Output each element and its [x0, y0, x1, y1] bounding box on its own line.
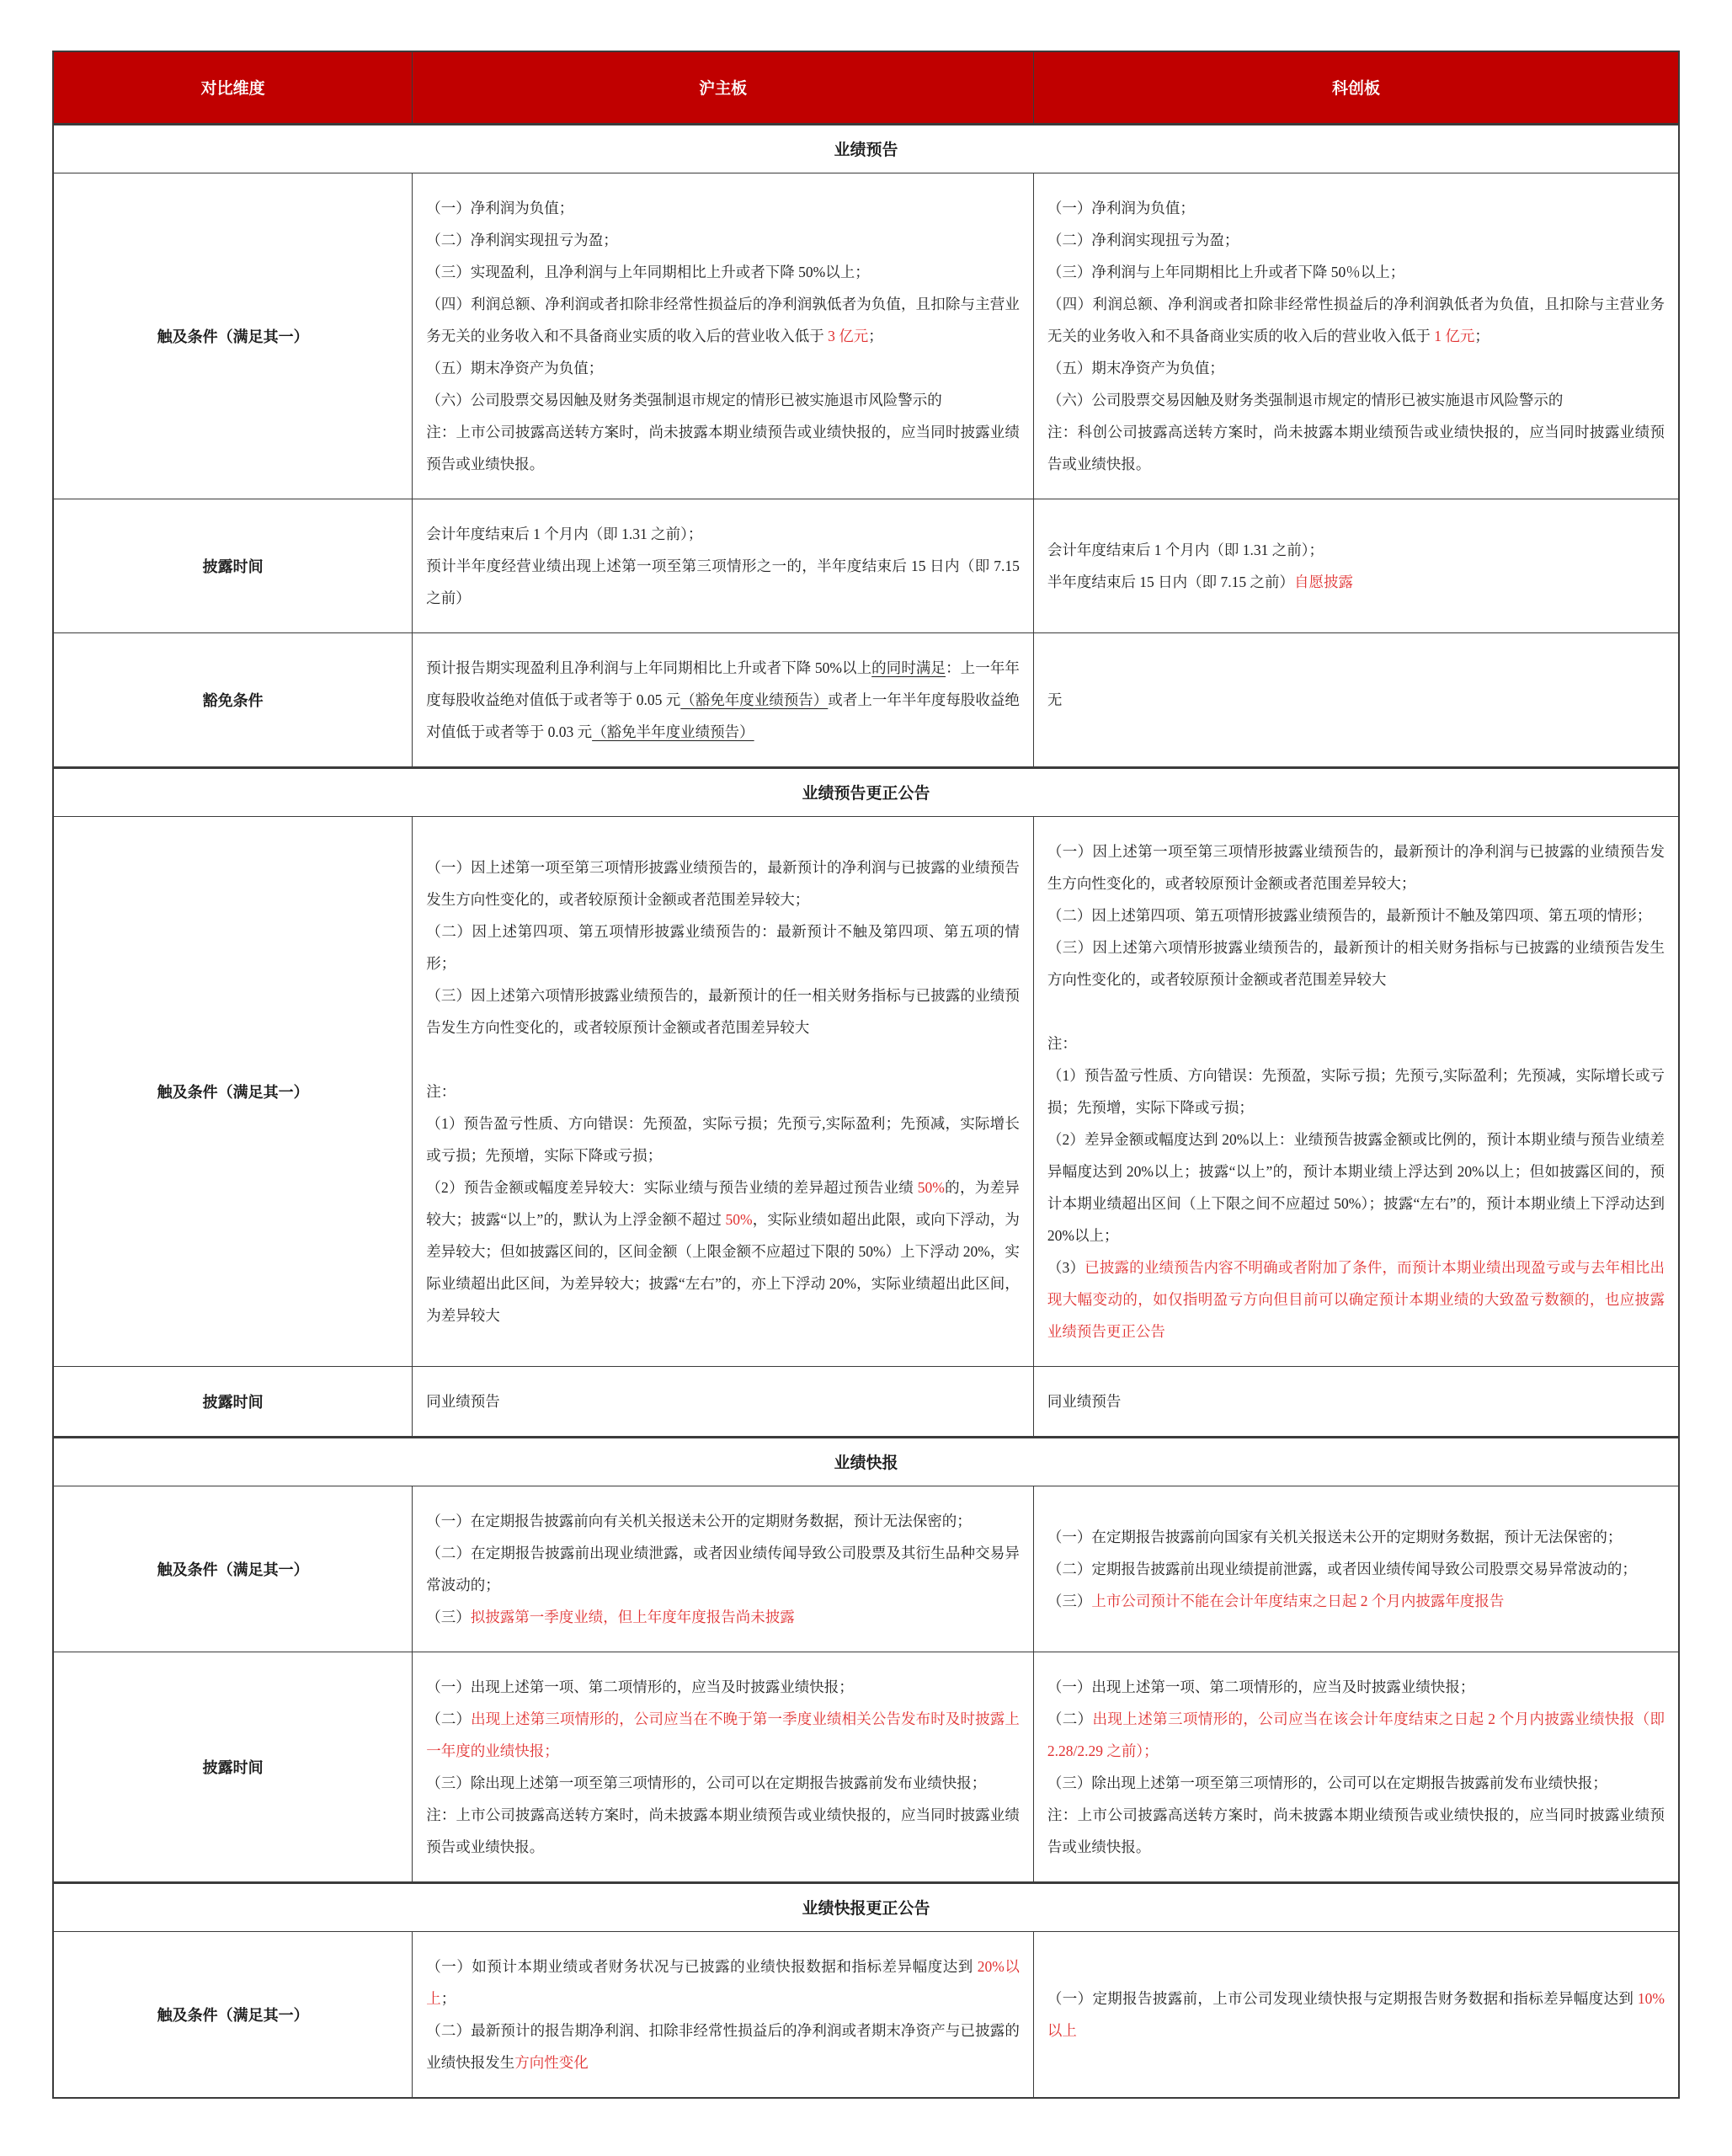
- header-cell-star-board: 科创板: [1033, 51, 1679, 124]
- text-segment: （六）公司股票交易因触及财务类强制退市规定的情形已被实施退市风险警示的: [426, 391, 942, 408]
- table-row: [53, 173, 1679, 499]
- paragraph: [1047, 256, 1665, 288]
- highlighted-text: 3 亿元: [828, 327, 869, 344]
- text-segment: （3）: [1047, 1258, 1085, 1276]
- paragraph: [1047, 384, 1665, 416]
- underlined-text: （豁免年度业绩预告）: [680, 691, 829, 708]
- section-header-row: [53, 124, 1679, 173]
- paragraph: [1047, 1251, 1665, 1348]
- text-segment: （一）因上述第一项至第三项情形披露业绩预告的，最新预计的净利润与已披露的业绩预告发生方向性变化的，或者较原预计金额或者范围差异较大；: [426, 858, 1020, 908]
- paragraph: [426, 1043, 1020, 1075]
- row-label: 豁免条件: [53, 632, 413, 767]
- paragraph: [426, 1799, 1020, 1863]
- row-label: 披露时间: [53, 1366, 413, 1437]
- text-segment: 注：上市公司披露高送转方案时，尚未披露本期业绩预告或业绩快报的，应当同时披露业绩预告或业绩快报。: [426, 423, 1020, 472]
- section-header-row: [53, 767, 1679, 816]
- paragraph: [426, 1671, 1020, 1703]
- highlighted-text: 20%以上: [426, 1957, 1020, 2007]
- text-segment: （2）差异金额或幅度达到 20%以上：业绩预告披露金额或比例的，预计本期业绩与预告业绩差异幅度达到 20%以上；披露“以上”的，预计本期业绩上浮达到 20%以上；但如披露区间的，预计本期业绩超出区间（上下限之间不应超过 50%）；披露“左右”的，预计本期业绩上下浮动达到 20%以上；: [1047, 1130, 1665, 1244]
- text-segment: （1）预告盈亏性质、方向错误：先预盈，实际亏损；先预亏,实际盈利；先预减，实际增长或亏损；先预增，实际下降或亏损；: [1047, 1066, 1665, 1116]
- star-board-cell: [1033, 173, 1679, 499]
- text-segment: （二）定期报告披露前出现业绩提前泄露，或者因业绩传闻导致公司股票交易异常波动的；: [1047, 1560, 1637, 1577]
- highlighted-text: 50%: [917, 1178, 945, 1196]
- text-segment: （二）净利润实现扭亏为盈；: [1047, 231, 1239, 248]
- main-board-cell: [413, 1486, 1034, 1652]
- paragraph: [426, 416, 1020, 480]
- main-board-cell: [413, 173, 1034, 499]
- text-segment: （一）在定期报告披露前向国家有关机关报送未公开的定期财务数据，预计无法保密的；: [1047, 1528, 1623, 1545]
- text-segment: ；: [868, 327, 883, 344]
- text-segment: 会计年度结束后 1 个月内（即 1.31 之前）；: [426, 525, 703, 542]
- text-segment: （二）: [426, 1710, 472, 1727]
- text-segment: 预计报告期实现盈利且净利润与上年同期相比上升或者下降 50%以上: [426, 659, 872, 676]
- text-segment: 注：科创公司披露高送转方案时，尚未披露本期业绩预告或业绩快报的，应当同时披露业绩预告或业绩快报。: [1047, 423, 1665, 472]
- text-segment: （五）期末净资产为负值；: [426, 359, 604, 376]
- star-board-cell: [1033, 632, 1679, 767]
- paragraph: [1047, 1703, 1665, 1767]
- star-board-cell: [1033, 499, 1679, 632]
- paragraph: [426, 851, 1020, 915]
- text-segment: 注：上市公司披露高送转方案时，尚未披露本期业绩预告或业绩快报的，应当同时披露业绩预告或业绩快报。: [426, 1806, 1020, 1855]
- row-label: 披露时间: [53, 1652, 413, 1882]
- highlighted-text: 拟披露第一季度业绩，但上年度年度报告尚未披露: [470, 1608, 795, 1625]
- text-segment: （三）除出现上述第一项至第三项情形的，公司可以在定期报告披露前发布业绩快报；: [426, 1774, 987, 1791]
- text-segment: （五）期末净资产为负值；: [1047, 359, 1224, 376]
- header-row: [53, 51, 1679, 124]
- paragraph: [426, 1767, 1020, 1799]
- paragraph: [426, 1951, 1020, 2015]
- text-segment: （三）因上述第六项情形披露业绩预告的，最新预计的相关财务指标与已披露的业绩预告发生方向性变化的，或者较原预计金额或者范围差异较大: [1047, 938, 1665, 988]
- paragraph: [1047, 224, 1665, 256]
- text-segment: 同业绩预告: [1047, 1392, 1122, 1410]
- text-segment: 会计年度结束后 1 个月内（即 1.31 之前）；: [1047, 541, 1324, 558]
- star-board-cell: [1033, 1486, 1679, 1652]
- section-title: 业绩快报更正公告: [53, 1882, 1679, 1931]
- paragraph: [1047, 1123, 1665, 1251]
- paragraph: [426, 2015, 1020, 2079]
- paragraph: [1047, 995, 1665, 1027]
- table-row: [53, 1652, 1679, 1882]
- text-segment: （三）因上述第六项情形披露业绩预告的，最新预计的任一相关财务指标与已披露的业绩预告发生方向性变化的，或者较原预计金额或者范围差异较大: [426, 986, 1020, 1036]
- text-segment: （二）: [1047, 1710, 1093, 1727]
- paragraph: [426, 1505, 1020, 1537]
- paragraph: [1047, 1385, 1665, 1417]
- text-segment: 预计半年度经营业绩出现上述第一项至第三项情形之一的，半年度结束后 15 日内（即 7.15 之前）: [426, 557, 1020, 606]
- paragraph: [426, 1171, 1020, 1331]
- row-label: 披露时间: [53, 499, 413, 632]
- text-segment: 同业绩预告: [426, 1392, 500, 1410]
- paragraph: [426, 652, 1020, 748]
- main-board-cell: [413, 1366, 1034, 1437]
- text-segment: （2）预告金额或幅度差异较大：实际业绩与预告业绩的差异超过预告业绩: [426, 1178, 918, 1196]
- highlighted-text: 出现上述第三项情形的，公司应当在不晚于第一季度业绩相关公告发布时及时披露上一年度的业绩快报；: [426, 1710, 1020, 1759]
- highlighted-text: 自愿披露: [1294, 573, 1354, 590]
- paragraph: [426, 352, 1020, 384]
- table-row: [53, 1931, 1679, 2098]
- text-segment: （一）净利润为负值；: [1047, 199, 1195, 216]
- text-segment: （二）因上述第四项、第五项情形披露业绩预告的，最新预计不触及第四项、第五项的情形；: [1047, 906, 1652, 924]
- paragraph: [1047, 1585, 1665, 1617]
- highlighted-text: 10%以上: [1047, 1989, 1665, 2039]
- paragraph: [1047, 1027, 1665, 1059]
- text-segment: （三）实现盈利，且净利润与上年同期相比上升或者下降 50%以上；: [426, 263, 870, 280]
- paragraph: [1047, 1521, 1665, 1553]
- paragraph: [426, 1601, 1020, 1633]
- paragraph: [426, 518, 1020, 550]
- row-label: 触及条件（满足其一）: [53, 1931, 413, 2098]
- paragraph: [426, 256, 1020, 288]
- main-board-cell: [413, 816, 1034, 1366]
- header-cell-main-board: 沪主板: [413, 51, 1034, 124]
- text-segment: （二）净利润实现扭亏为盈；: [426, 231, 618, 248]
- paragraph: [1047, 192, 1665, 224]
- row-label: 触及条件（满足其一）: [53, 816, 413, 1366]
- paragraph: [426, 288, 1020, 352]
- table-body: [53, 124, 1679, 2098]
- paragraph: [426, 1385, 1020, 1417]
- paragraph: [1047, 684, 1665, 716]
- section-header-row: [53, 1882, 1679, 1931]
- paragraph: [1047, 899, 1665, 931]
- text-segment: （三）: [1047, 1592, 1092, 1609]
- main-board-cell: [413, 499, 1034, 632]
- text-segment: ；: [440, 1989, 456, 2007]
- text-segment: ，实际业绩如超出此限，或向下浮动，为差异较大；但如披露区间的，区间金额（上限金额不应超过下限的 50%）上下浮动 20%，实际业绩超出此区间，为差异较大；披露“左右”的，亦上下浮动 20%，实际业绩超出此区间，为差异较大: [426, 1210, 1020, 1324]
- text-segment: （二）在定期报告披露前出现业绩泄露，或者因业绩传闻导致公司股票及其衍生品种交易异常波动的；: [426, 1544, 1020, 1593]
- paragraph: [1047, 566, 1665, 598]
- text-segment: （一）定期报告披露前，上市公司发现业绩快报与定期报告财务数据和指标差异幅度达到: [1047, 1989, 1638, 2007]
- text-segment: （一）出现上述第一项、第二项情形的，应当及时披露业绩快报；: [1047, 1678, 1475, 1695]
- paragraph: [426, 915, 1020, 979]
- text-segment: （一）净利润为负值；: [426, 199, 574, 216]
- table-row: [53, 632, 1679, 767]
- text-segment: （一）出现上述第一项、第二项情形的，应当及时披露业绩快报；: [426, 1678, 854, 1695]
- paragraph: [1047, 1671, 1665, 1703]
- text-segment: （三）除出现上述第一项至第三项情形的，公司可以在定期报告披露前发布业绩快报；: [1047, 1774, 1607, 1791]
- text-segment: 注：: [426, 1082, 456, 1100]
- paragraph: [1047, 835, 1665, 899]
- text-segment: （四）利润总额、净利润或者扣除非经常性损益后的净利润孰低者为负值，且扣除与主营业务无关的业务收入和不具备商业实质的收入后的营业收入低于: [1047, 295, 1665, 344]
- text-segment: （一）在定期报告披露前向有关机关报送未公开的定期财务数据，预计无法保密的；: [426, 1512, 972, 1529]
- star-board-cell: [1033, 1931, 1679, 2098]
- paragraph: [426, 550, 1020, 614]
- main-board-cell: [413, 1931, 1034, 2098]
- text-segment: 注：: [1047, 1034, 1077, 1052]
- paragraph: [426, 979, 1020, 1043]
- text-segment: （三）: [426, 1608, 471, 1625]
- text-segment: ：上一年年度每股收益绝对值低于或者等于 0.05 元: [426, 659, 1020, 708]
- paragraph: [1047, 416, 1665, 480]
- highlighted-text: 方向性变化: [514, 2053, 589, 2071]
- table-row: [53, 1486, 1679, 1652]
- paragraph: [1047, 1799, 1665, 1863]
- highlighted-text: 出现上述第三项情形的，公司应当在该会计年度结束之日起 2 个月内披露业绩快报（即 2.28/2.29 之前）；: [1047, 1710, 1665, 1759]
- paragraph: [426, 1703, 1020, 1767]
- text-segment: （一）如预计本期业绩或者财务状况与已披露的业绩快报数据和指标差异幅度达到: [426, 1957, 978, 1975]
- text-segment: （六）公司股票交易因触及财务类强制退市规定的情形已被实施退市风险警示的: [1047, 391, 1564, 408]
- table-row: [53, 1366, 1679, 1437]
- text-segment: 注：上市公司披露高送转方案时，尚未披露本期业绩预告或业绩快报的，应当同时披露业绩预告或业绩快报。: [1047, 1806, 1665, 1855]
- text-segment: 的，为差异较大；披露“以上”的，默认为上浮金额不超过: [426, 1178, 1020, 1228]
- text-segment: ；: [1474, 327, 1490, 344]
- text-segment: 或者上一年半年度每股收益绝对值低于或者等于 0.03 元: [426, 691, 1020, 740]
- text-segment: 半年度结束后 15 日内（即 7.15 之前）: [1047, 573, 1295, 590]
- star-board-cell: [1033, 1366, 1679, 1437]
- main-board-cell: [413, 1652, 1034, 1882]
- text-segment: （二）最新预计的报告期净利润、扣除非经常性损益后的净利润或者期末净资产与已披露的业绩快报发生: [426, 2021, 1020, 2071]
- section-header-row: [53, 1437, 1679, 1486]
- text-segment: （1）预告盈亏性质、方向错误：先预盈，实际亏损；先预亏,实际盈利；先预减，实际增长或亏损；先预增，实际下降或亏损；: [426, 1114, 1020, 1164]
- section-title: 业绩预告: [53, 124, 1679, 173]
- text-segment: （四）利润总额、净利润或者扣除非经常性损益后的净利润孰低者为负值，且扣除与主营业务无关的业务收入和不具备商业实质的收入后的营业收入低于: [426, 295, 1020, 344]
- paragraph: [426, 192, 1020, 224]
- underlined-text: 的同时满足: [871, 659, 946, 676]
- highlighted-text: 已披露的业绩预告内容不明确或者附加了条件，而预计本期业绩出现盈亏或与去年相比出现大幅变动的，如仅指明盈亏方向但目前可以确定预计本期业绩的大致盈亏数额的，也应披露业绩预告更正公告: [1047, 1258, 1665, 1340]
- star-board-cell: [1033, 1652, 1679, 1882]
- paragraph: [426, 1537, 1020, 1601]
- main-board-cell: [413, 632, 1034, 767]
- star-board-cell: [1033, 816, 1679, 1366]
- text-segment: （二）因上述第四项、第五项情形披露业绩预告的：最新预计不触及第四项、第五项的情形；: [426, 922, 1020, 972]
- row-label: 触及条件（满足其一）: [53, 173, 413, 499]
- paragraph: [426, 1075, 1020, 1107]
- comparison-table: [52, 51, 1680, 2099]
- section-title: 业绩预告更正公告: [53, 767, 1679, 816]
- paragraph: [1047, 1059, 1665, 1123]
- paragraph: [1047, 1553, 1665, 1585]
- text-segment: （一）因上述第一项至第三项情形披露业绩预告的，最新预计的净利润与已披露的业绩预告发生方向性变化的，或者较原预计金额或者范围差异较大；: [1047, 842, 1665, 892]
- paragraph: [1047, 931, 1665, 995]
- header-cell-dimension: 对比维度: [53, 51, 413, 124]
- text-segment: 无: [1047, 691, 1063, 708]
- paragraph: [426, 1107, 1020, 1171]
- text-segment: （三）净利润与上年同期相比上升或者下降 50％以上；: [1047, 263, 1405, 280]
- paragraph: [1047, 534, 1665, 566]
- paragraph: [1047, 1767, 1665, 1799]
- section-title: 业绩快报: [53, 1437, 1679, 1486]
- paragraph: [426, 224, 1020, 256]
- paragraph: [1047, 352, 1665, 384]
- paragraph: [426, 384, 1020, 416]
- table-row: [53, 499, 1679, 632]
- underlined-text: （豁免半年度业绩预告）: [592, 723, 754, 740]
- paragraph: [1047, 1983, 1665, 2047]
- highlighted-text: 1 亿元: [1434, 327, 1475, 344]
- table-row: [53, 816, 1679, 1366]
- row-label: 触及条件（满足其一）: [53, 1486, 413, 1652]
- highlighted-text: 上市公司预计不能在会计年度结束之日起 2 个月内披露年度报告: [1091, 1592, 1505, 1609]
- paragraph: [1047, 288, 1665, 352]
- highlighted-text: 50%: [725, 1210, 753, 1228]
